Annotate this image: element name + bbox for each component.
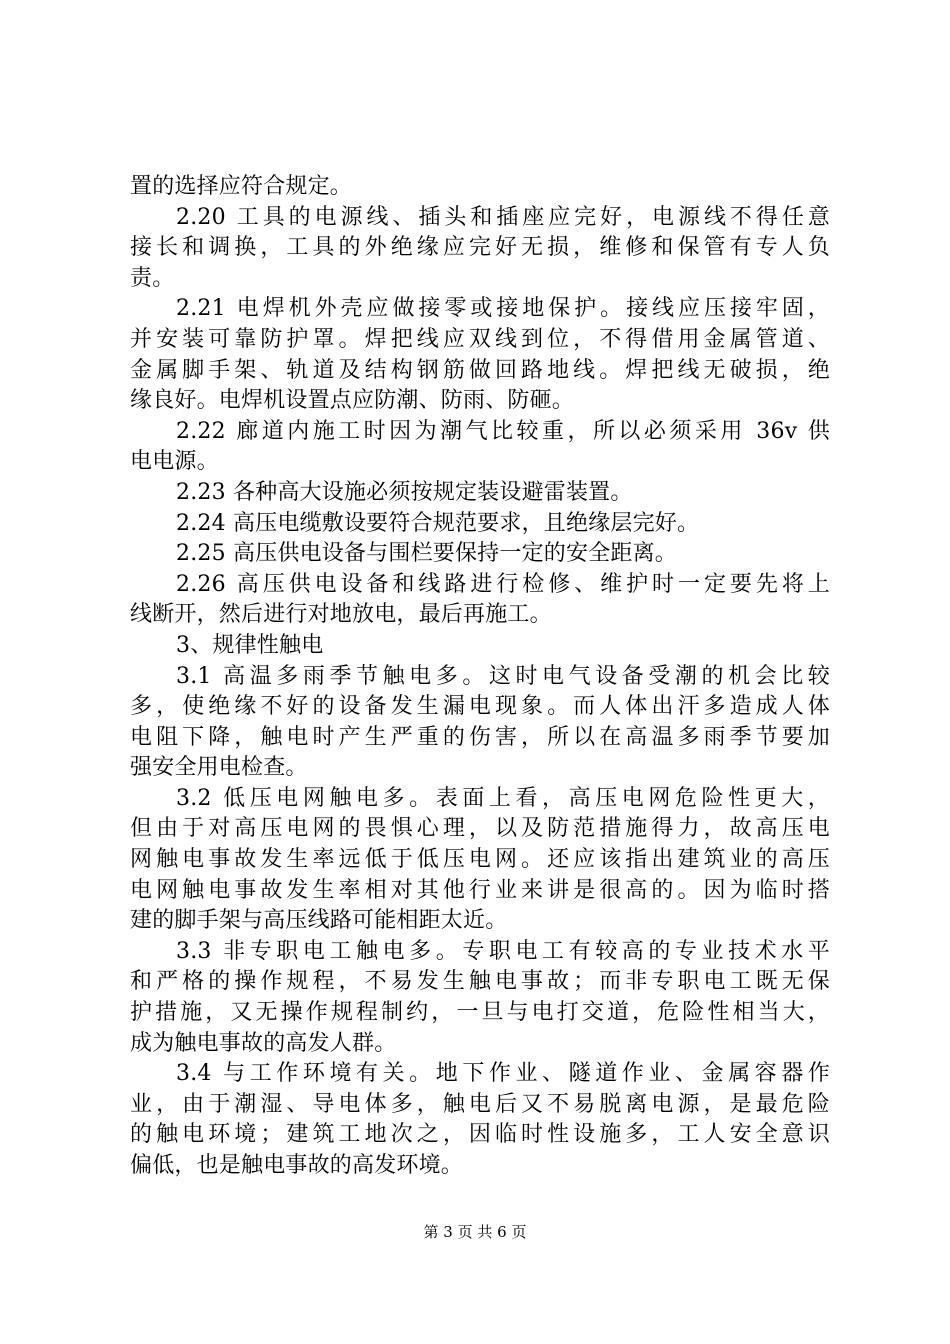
text-line: 3.2 低压电网触电多。表面上看，高压电网危险性更大， <box>176 785 830 811</box>
text-line: 但由于对高压电网的畏惧心理，以及防范措施得力，故高压电 <box>130 816 830 842</box>
text-line: 2.20 工具的电源线、插头和插座应完好，电源线不得任意 <box>176 204 830 230</box>
text-line: 建的脚手架与高压线路可能相距太近。 <box>130 908 508 934</box>
text-line: 2.24 高压电缆敷设要符合规范要求，且绝缘层完好。 <box>176 510 700 536</box>
document-body <box>130 172 830 1182</box>
text-line: 电电源。 <box>130 449 219 475</box>
text-line: 业，由于潮湿、导电体多，触电后又不易脱离电源，是最危险 <box>130 1091 830 1117</box>
text-line: 2.25 高压供电设备与围栏要保持一定的安全距离。 <box>176 541 677 567</box>
text-line: 并安装可靠防护罩。焊把线应双线到位，不得借用金属管道、 <box>130 326 830 352</box>
text-line: 2.21 电焊机外壳应做接零或接地保护。接线应压接牢固， <box>176 296 830 322</box>
text-line: 接长和调换，工具的外绝缘应完好无损，维修和保管有专人负 <box>130 235 830 261</box>
text-line: 3.1 高温多雨季节触电多。这时电气设备受潮的机会比较 <box>176 663 830 689</box>
text-line: 3、规律性触电 <box>176 632 324 658</box>
text-line: 电阻下降，触电时产生严重的伤害，所以在高温多雨季节要加 <box>130 724 830 750</box>
text-line: 电网触电事故发生率相对其他行业来讲是很高的。因为临时搭 <box>130 877 830 903</box>
text-line: 偏低，也是触电事故的高发环境。 <box>130 1153 464 1178</box>
text-line: 金属脚手架、轨道及结构钢筋做回路地线。焊把线无破损，绝 <box>130 357 830 383</box>
text-line: 线断开，然后进行对地放电，最后再施工。 <box>130 602 552 628</box>
text-line: 成为触电事故的高发人群。 <box>130 1030 397 1056</box>
text-line: 护措施，又无操作规程制约，一旦与电打交道，危险性相当大， <box>130 1000 830 1026</box>
text-line: 2.22 廊道内施工时因为潮气比较重，所以必须采用 36v 供 <box>176 418 830 444</box>
page-footer: 第 3 页 共 6 页 <box>423 1223 527 1241</box>
text-line: 置的选择应符合规定。 <box>130 174 353 199</box>
text-line: 3.4 与工作环境有关。地下作业、隧道作业、金属容器作 <box>176 1061 830 1087</box>
text-line: 和严格的操作规程，不易发生触电事故；而非专职电工既无保 <box>130 969 830 995</box>
text-line: 多，使绝缘不好的设备发生漏电现象。而人体出汗多造成人体 <box>130 694 830 720</box>
text-line: 缘良好。电焊机设置点应防潮、防雨、防砸。 <box>130 388 575 414</box>
text-line: 网触电事故发生率远低于低压电网。还应该指出建筑业的高压 <box>130 847 830 873</box>
text-line: 强安全用电检查。 <box>130 755 308 781</box>
text-line: 3.3 非专职电工触电多。专职电工有较高的专业技术水平 <box>176 938 830 964</box>
text-line: 责。 <box>130 265 175 291</box>
text-line: 2.23 各种高大设施必须按规定装设避雷装置。 <box>176 479 633 505</box>
text-line: 2.26 高压供电设备和线路进行检修、维护时一定要先将上 <box>176 571 830 597</box>
text-line: 的触电环境；建筑工地次之，因临时性设施多，工人安全意识 <box>130 1122 830 1148</box>
